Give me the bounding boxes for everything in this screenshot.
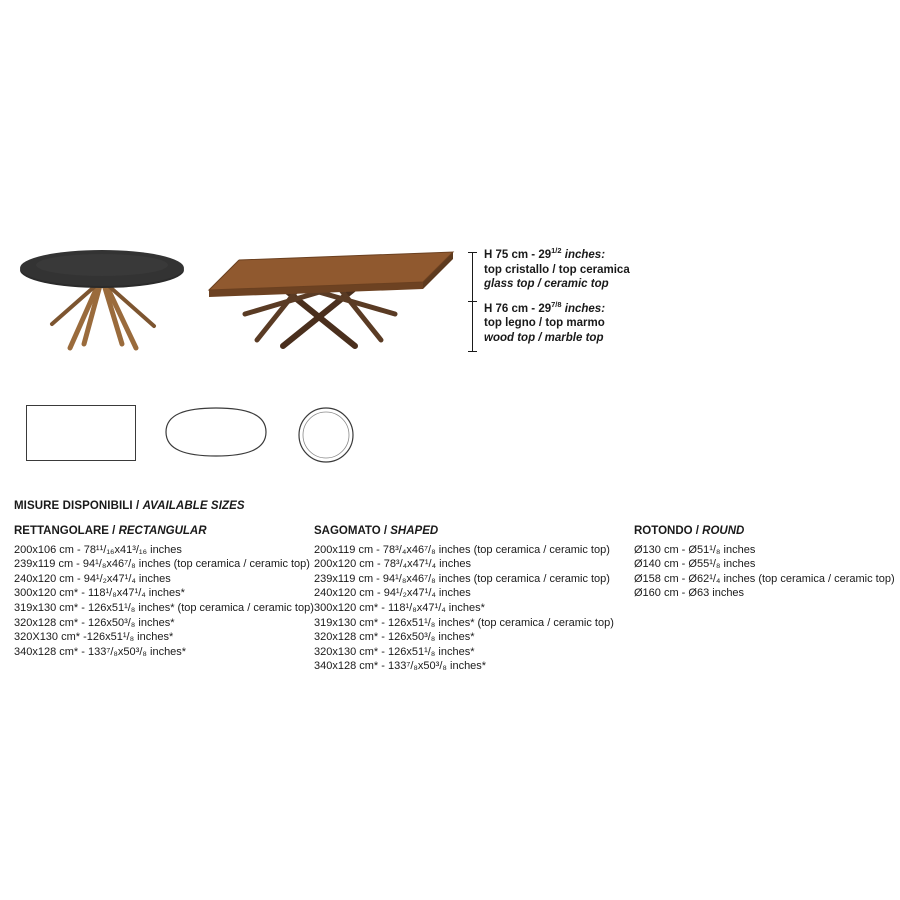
rectangular-table-illustration (205, 248, 455, 358)
height-note-1-line3: glass top / ceramic top (484, 278, 609, 290)
heading-it: SAGOMATO (314, 525, 381, 537)
heading-it: RETTANGOLARE (14, 525, 109, 537)
heading-en: ROUND (702, 525, 745, 537)
heading-sep: / (380, 525, 391, 537)
height-note-2-line3: wood top / marble top (484, 331, 604, 344)
rect-table-svg (205, 248, 457, 360)
size-row: 340x128 cm* - 133⁷/₈x50³/₈ inches* (14, 645, 187, 658)
heading-it: ROTONDO (634, 525, 693, 537)
height-note-2-line1: H 76 cm - 29 (484, 302, 552, 315)
round-table-svg (18, 248, 188, 360)
size-row: 239x119 cm - 94¹/₈x46⁷/₈ inches (top ceramica / ceramic top) (314, 572, 610, 585)
size-row: Ø140 cm - Ø55¹/₈ inches (634, 558, 756, 571)
size-row: 200x106 cm - 78¹¹/₁₆x41³/₁₆ inches (14, 543, 182, 556)
size-row: 200x120 cm - 78³/₄x47¹/₄ inches (314, 558, 471, 571)
sizes-column-round-heading (634, 524, 900, 539)
sizes-column-rectangular (14, 524, 314, 659)
sizes-column-shaped-heading (314, 524, 634, 539)
heading-sep: / (108, 525, 119, 537)
available-sizes-title-sep: / (132, 500, 143, 512)
height-note-1-tail: inches: (561, 249, 606, 261)
sizes-column-round (634, 524, 900, 601)
height-note-glass (484, 248, 744, 292)
size-row: Ø160 cm - Ø63 inches (634, 587, 745, 600)
size-row: 239x119 cm - 94¹/₈x46⁷/₈ inches (top ceramica / ceramic top) (14, 558, 310, 571)
size-row: 320x128 cm* - 126x50³/₈ inches* (314, 631, 475, 644)
size-row: 319x130 cm* - 126x51¹/₈ inches* (top ceramica / ceramic top) (14, 601, 314, 614)
height-note-wood (484, 299, 744, 346)
round-table-illustration (18, 248, 188, 358)
sizes-column-shaped (314, 524, 634, 674)
size-row: 320X130 cm* -126x51¹/₈ inches* (14, 631, 174, 644)
heading-sep: / (692, 525, 703, 537)
available-sizes-title (14, 500, 245, 512)
height-note-1-line2: top cristallo / top ceramica (484, 263, 630, 276)
height-note-2-tail: inches: (561, 302, 606, 315)
round-outline (296, 406, 356, 462)
sizes-column-rectangular-heading (14, 524, 314, 539)
size-row: 340x128 cm* - 133⁷/₈x50³/₈ inches* (314, 660, 487, 673)
height-dimension-bracket (468, 252, 478, 352)
height-note-2-fraction: 7/8 (551, 299, 562, 309)
size-row: 300x120 cm* - 118¹/₈x47¹/₄ inches* (314, 601, 485, 614)
available-sizes-title-en: AVAILABLE SIZES (142, 500, 245, 512)
size-row: 320x130 cm* - 126x51¹/₈ inches* (314, 645, 475, 658)
heading-en: SHAPED (390, 525, 439, 537)
size-row: Ø130 cm - Ø51¹/₈ inches (634, 543, 756, 556)
size-row: 319x130 cm* - 126x51¹/₈ inches* (top ceramica / ceramic top) (314, 616, 614, 629)
size-row: Ø158 cm - Ø62¹/₄ inches (top ceramica / ceramic top) (634, 572, 895, 585)
size-row: 300x120 cm* - 118¹/₈x47¹/₄ inches* (14, 587, 185, 600)
available-sizes-title-it: MISURE DISPONIBILI (14, 500, 133, 512)
height-note-1-line1: H 75 cm - 29 (484, 249, 552, 261)
size-row: 200x119 cm - 78³/₄x46⁷/₈ inches (top ceramica / ceramic top) (314, 543, 610, 556)
shaped-outline-svg (160, 400, 272, 464)
height-notes (484, 248, 744, 355)
height-note-1-fraction: 1/2 (551, 246, 562, 256)
product-illustrations (0, 0, 900, 380)
shaped-outline (160, 400, 272, 464)
heading-en: RECTANGULAR (118, 525, 207, 537)
size-row: 240x120 cm - 94¹/₂x47¹/₄ inches (314, 587, 471, 600)
rectangular-outline (26, 405, 136, 461)
round-outline-svg (296, 406, 356, 464)
size-row: 320x128 cm* - 126x50³/₈ inches* (14, 616, 175, 629)
height-note-2-line2: top legno / top marmo (484, 317, 605, 329)
size-row: 240x120 cm - 94¹/₂x47¹/₄ inches (14, 572, 171, 585)
top-shape-outlines (0, 396, 900, 476)
